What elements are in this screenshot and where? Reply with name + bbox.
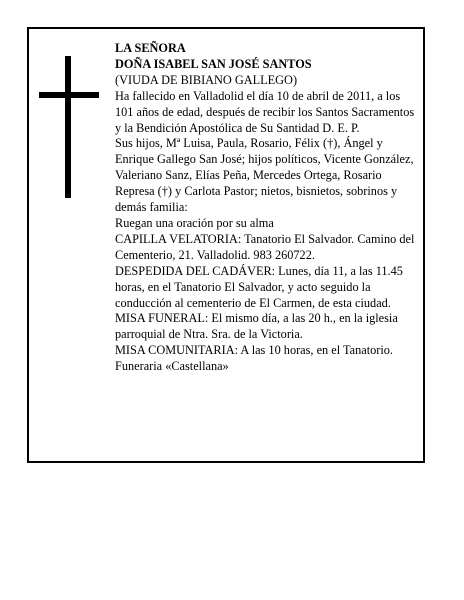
obituary-notice xyxy=(27,27,425,463)
cross-icon xyxy=(39,56,99,198)
funeral-home: Funeraria «Castellana» xyxy=(115,359,229,374)
funeral-mass-info: MISA FUNERAL: El mismo día, a las 20 h., en la iglesia parroquial de Ntra. Sra. de la Victoria. xyxy=(115,311,398,342)
widow-subtitle: (VIUDA DE BIBIANO GALLEGO) xyxy=(115,72,298,87)
chapel-info: CAPILLA VELATORIA: Tanatorio El Salvador. Camino del Cementerio, 21. Valladolid. 983 260722. xyxy=(115,231,415,262)
farewell-info: DESPEDIDA DEL CADÁVER: Lunes, día 11, a las 11.45 horas, en el Tanatorio El Salvador, y acto seguido la conducción al cementerio de El Carmen, de esta ciudad. xyxy=(115,263,403,310)
prayer-request: Ruegan una oración por su alma xyxy=(115,215,274,230)
deceased-name: DOÑA ISABEL SAN JOSÉ SANTOS xyxy=(115,56,312,71)
community-mass-info: MISA COMUNITARIA: A las 10 horas, en el Tanatorio. xyxy=(115,343,393,358)
cross-vertical-bar xyxy=(65,56,71,198)
death-announcement: Ha fallecido en Valladolid el día 10 de abril de 2011, a los 101 años de edad, después de recibir los Santos Sacramentos y la Bendición Apostólica de Su Santidad D. E. P. xyxy=(115,88,415,135)
notice-text xyxy=(115,41,421,375)
family-list: Sus hijos, Mª Luisa, Paula, Rosario, Félix (†), Ángel y Enrique Gallego San José; hijos políticos, Vicente González, Valeriano Sanz, Elías Peña, Mercedes Ortega, Rosario Represa (†) y Carlota Pastor; nietos, bisnietos, sobrinos y demás familia: xyxy=(115,136,414,215)
cross-horizontal-bar xyxy=(39,92,99,98)
title-line-1: LA SEÑORA xyxy=(115,41,186,55)
